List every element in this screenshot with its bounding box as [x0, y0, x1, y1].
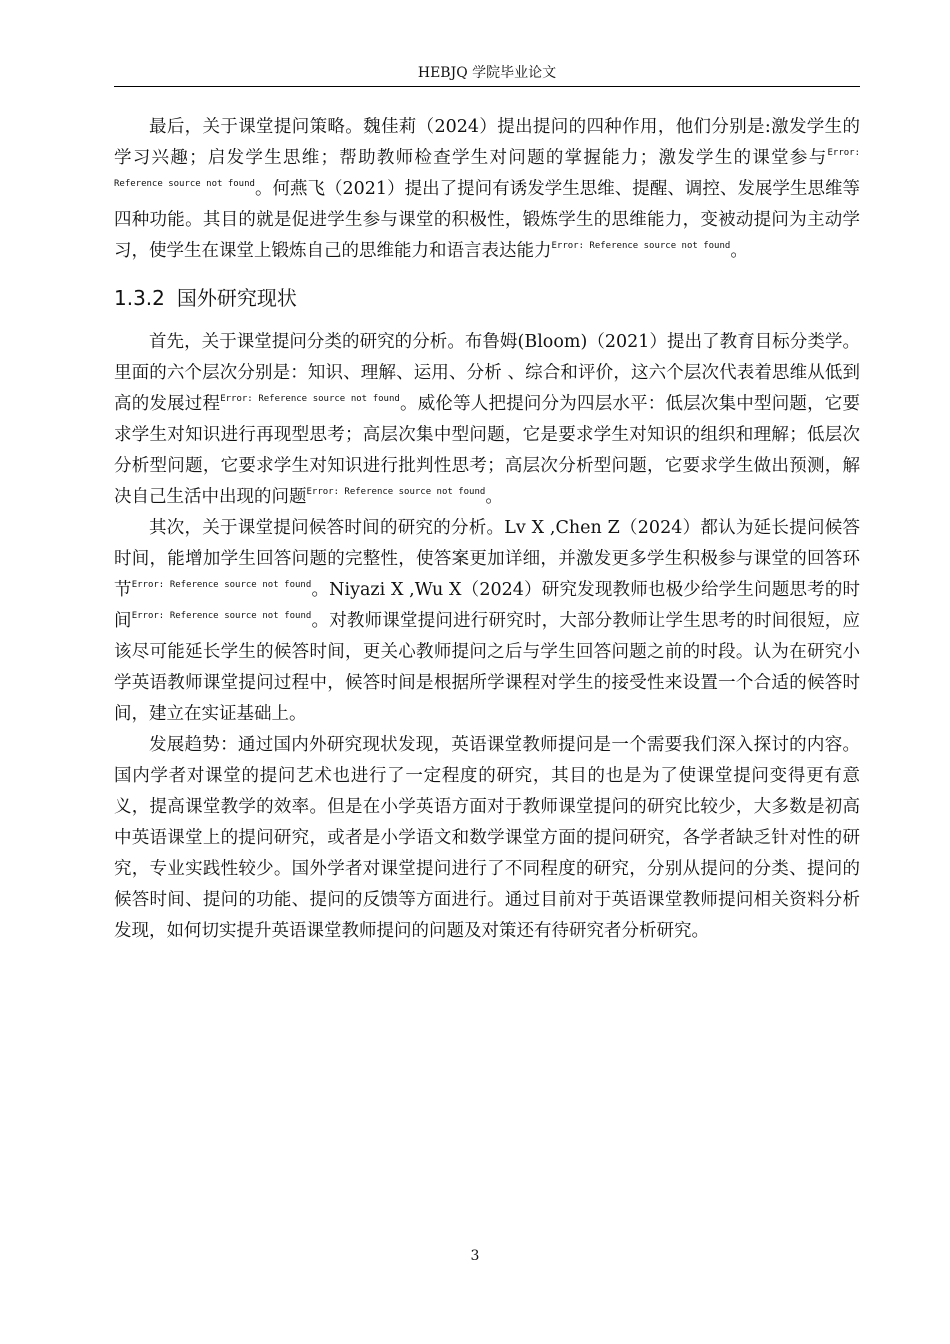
page-number: 3	[470, 1248, 480, 1264]
paragraph-text: 。何燕飞（2021）提出了提问有诱发学生思维、提醒、调控、发展学生思维等四种功能。其目的就是促进学生参与课堂的积极性，锻炼学生的思维能力，变被动提问为主动学习，使学生在课堂上锻炼自己的思维能力和语言表达能力	[114, 179, 860, 261]
paragraph-text: 。Niyazi X ,Wu X（2024）研究发现教师也极少给学生问题思考的时间	[114, 580, 861, 631]
paragraph-text: 。对教师课堂提问进行研究时，大部分教师让学生思考的时间很短，应该尽可能延长学生的候答时间，更关心教师提问之后与学生回答问题之前的时段。认为在研究小学英语教师课堂提问过程中，候答时间是根据所学课程对学生的接受性来设置一个合适的候答时间，建立在实证基础上。	[114, 611, 860, 724]
section-number: 1.3.2	[114, 286, 165, 310]
paragraph-text: 。	[485, 487, 503, 507]
paragraph-text: 其次，关于课堂提问候答时间的研究的分析。Lv X ,Chen Z（2024）都认为延长提问候答时间，能增加学生回答问题的完整性，使答案更加详细，并激发更多学生积极参与课堂的回答环节	[114, 518, 860, 600]
paragraph-text: 最后，关于课堂提问策略。魏佳莉（2024）提出提问的四种作用，他们分别是:激发学生的学习兴趣；启发学生思维；帮助教师检查学生对问题的掌握能力；激发学生的课堂参与	[114, 117, 860, 168]
paragraph-development-trends	[114, 730, 860, 947]
paragraph-question-classification	[114, 327, 860, 513]
page-header: HEBJQ 学院毕业论文	[417, 65, 557, 81]
paragraph-text: 。威伦等人把提问分为四层水平：低层次集中型问题，它要求学生对知识进行再现型思考；高层次集中型问题，它是要求学生对知识的组织和理解；低层次分析型问题，它要求学生对知识进行批判性思考；高层次分析型问题，它要求学生做出预测，解决自己生活中出现的问题	[114, 394, 861, 507]
section-heading	[114, 283, 860, 313]
paragraph-questioning-strategies	[114, 112, 860, 267]
reference-error: Error: Reference source not found	[306, 486, 486, 497]
paragraph-text: 。	[730, 241, 748, 261]
document-body	[114, 112, 860, 947]
header-divider	[114, 86, 860, 87]
reference-error: Error: Reference source not found	[114, 147, 860, 189]
reference-error: Error: Reference source not found	[131, 579, 312, 590]
reference-error: Error: Reference source not found	[551, 240, 731, 251]
paragraph-text: 首先，关于课堂提问分类的研究的分析。布鲁姆(Bloom)（2021）提出了教育目标分类学。里面的六个层次分别是：知识、理解、运用、分析 、综合和评价，这六个层次代表着思维从低到高的发展过程	[114, 332, 860, 414]
reference-error: Error: Reference source not found	[220, 393, 400, 404]
reference-error: Error: Reference source not found	[131, 610, 312, 621]
paragraph-text: 发展趋势：通过国内外研究现状发现，英语课堂教师提问是一个需要我们深入探讨的内容。国内学者对课堂的提问艺术也进行了一定程度的研究，其目的也是为了使课堂提问变得更有意义，提高课堂教学的效率。但是在小学英语方面对于教师课堂提问的研究比较少，大多数是初高中英语课堂上的提问研究，或者是小学语文和数学课堂方面的提问研究，各学者缺乏针对性的研究，专业实践性较少。国外学者对课堂提问进行了不同程度的研究，分别从提问的分类、提问的候答时间、提问的功能、提问的反馈等方面进行。通过目前对于英语课堂教师提问相关资料分析发现，如何切实提升英语课堂教师提问的问题及对策还有待研究者分析研究。	[114, 735, 860, 941]
paragraph-wait-time	[114, 513, 860, 730]
section-title: 国外研究现状	[176, 286, 297, 310]
